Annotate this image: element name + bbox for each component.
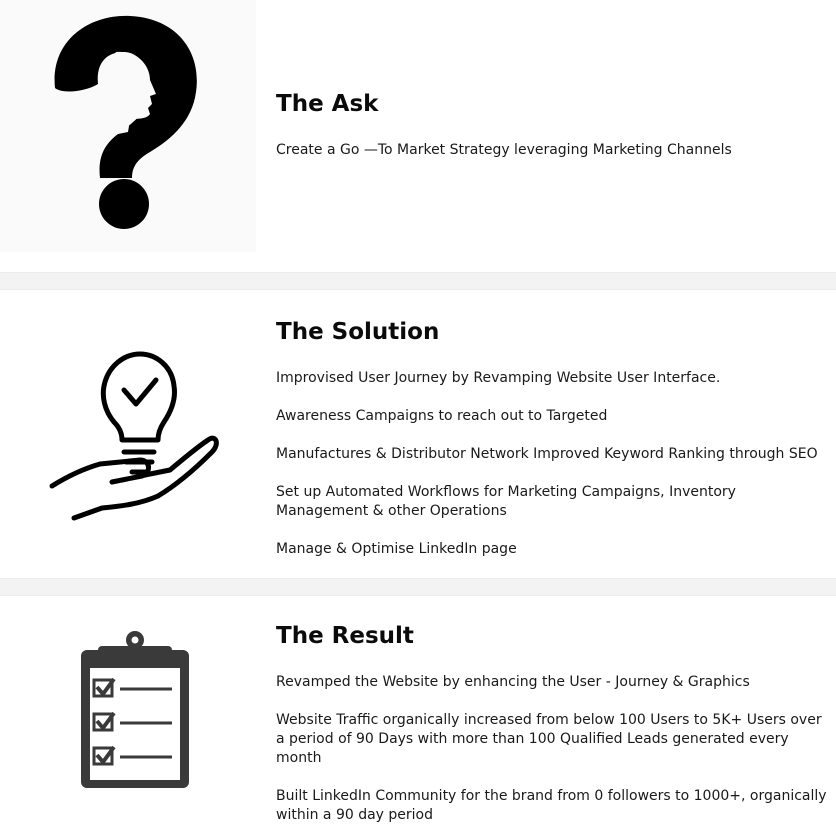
solution-item: Awareness Campaigns to reach out to Targeted (276, 408, 608, 424)
solution-title: The Solution (276, 319, 440, 345)
solution-item: Manufactures & Distributor Network Improved Keyword Ranking through SEO (276, 446, 818, 462)
ask-title: The Ask (276, 91, 379, 117)
result-title: The Result (276, 623, 414, 649)
result-item: Revamped the Website by enhancing the User - Journey & Graphics (276, 674, 750, 690)
question-mark-head-icon (0, 0, 256, 252)
ask-section (0, 0, 836, 272)
clipboard-checklist-icon (78, 630, 192, 792)
result-section (0, 596, 836, 823)
ask-text: Create a Go —To Market Strategy leveraging Marketing Channels (276, 142, 732, 158)
result-item: Website Traffic organically increased from below 100 Users to 5K+ Users over a period of 90 Days with more than 100 Qualified Leads generated every month (276, 712, 822, 766)
solution-section (0, 290, 836, 578)
section-divider (0, 578, 836, 596)
solution-item: Manage & Optimise LinkedIn page (276, 541, 517, 557)
solution-item: Set up Automated Workflows for Marketing Campaigns, Inventory Management & other Operations (276, 484, 736, 519)
solution-item: Improvised User Journey by Revamping Website User Interface. (276, 370, 721, 386)
result-item: Built LinkedIn Community for the brand from 0 followers to 1000+, organically within a 90 day period (276, 788, 827, 823)
lightbulb-hand-icon (40, 330, 230, 530)
section-divider (0, 272, 836, 290)
